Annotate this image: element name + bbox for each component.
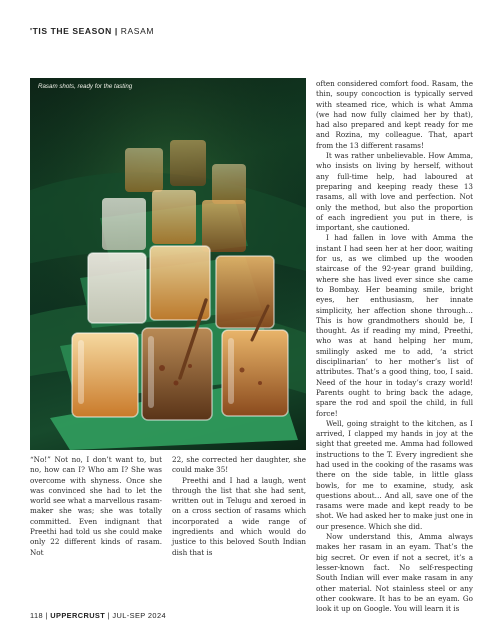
header-separator: | bbox=[114, 26, 118, 36]
footer-separator: | bbox=[45, 611, 48, 620]
paragraph: I had fallen in love with Amma the instant I had seen her at her door, waiting for us, as we climbed up the wooden staircase of the 92-year grand building, where she has lived ever since she came to Bombay. Her beaming smile, bright eyes, her enthusiasm, her innate simplicity, her affection shone through… This is how grandmothers should be, I thought. As if reading my mind, Preethi, who was at hand helping her mum, smilingly asked me to add, ‘a strict disciplinarian’ to her mother’s list of attributes. That’s a good thing, too, I said. Need of the hour in today’s crazy world! Parents ought to bring back the adage, spare the rod and spoil the child, in full force! bbox=[316, 233, 473, 418]
paragraph: Now understand this, Amma always makes her rasam in an eyam. That’s the big secret. Or even if not a secret, it’s a lesser-known fact. No self-respecting South Indian will ever make rasam in any other material. Not stainless steel or any other cookware. It has to be an eyam. Go look it up on Google. You will learn it is bbox=[316, 532, 473, 614]
section-title: 'TIS THE SEASON bbox=[30, 26, 112, 36]
rasam-photo bbox=[30, 78, 306, 450]
rasam-illustration bbox=[30, 78, 306, 450]
photo-caption: Rasam shots, ready for the tasting bbox=[38, 83, 133, 90]
paragraph: Preethi and I had a laugh, went through the list that she had sent, written out in Telugu and xeroed in on a cross section of rasams which incorporated a wide range of ingredients and which would do justice to this beloved South Indian dish that is bbox=[172, 475, 306, 557]
page-number: 118 bbox=[30, 611, 43, 620]
paragraph: 22, she corrected her daughter, she could make 35! bbox=[172, 455, 306, 475]
paragraph: often considered comfort food. Rasam, the thin, soupy concoction is typically served with steamed rice, which is what Amma (we had now fully claimed her by that), had also prepared and kept ready for me and Rozina, my colleague. That, apart from the 13 different rasams! bbox=[316, 79, 473, 150]
header-topic: RASAM bbox=[120, 26, 155, 36]
paragraph: It was rather unbelievable. How Amma, who insists on living by herself, without any full-time help, had laboured at preparing and keeping ready these 13 rasams, all with love and perfection. Not only the method, but also the proportion of each ingredient you put in there, is important, she cautioned. bbox=[316, 151, 473, 233]
paragraph: “No!” Not no, I don’t want to, but no, how can I? Who am I? She was overcome with shyness. Once she was convinced she had to let the world see what a marvellous rasam-maker she was; she was totally committed. Even indignant that Preethi had told us she could make only 22 different kinds of rasam. Not bbox=[30, 455, 162, 557]
page-footer bbox=[30, 611, 166, 620]
article-column-1 bbox=[30, 455, 162, 558]
article-column-2 bbox=[172, 455, 306, 558]
magazine-name: UPPERCRUST bbox=[50, 611, 106, 620]
issue-date: | JUL-SEP 2024 bbox=[107, 611, 166, 620]
article-column-3 bbox=[316, 79, 473, 614]
paragraph: Well, going straight to the kitchen, as I arrived, I clapped my hands in joy at the sight that greeted me. Amma had followed instructions to the T. Every ingredient she had used in the cooking of the rasams was there on the side table, in little glass bowls, for me to examine, study, ask questions about… And all, save one of the rasams were made and kept ready to be shot. We had asked her to make just one in our presence. Which she did. bbox=[316, 418, 473, 531]
running-header bbox=[30, 26, 154, 36]
